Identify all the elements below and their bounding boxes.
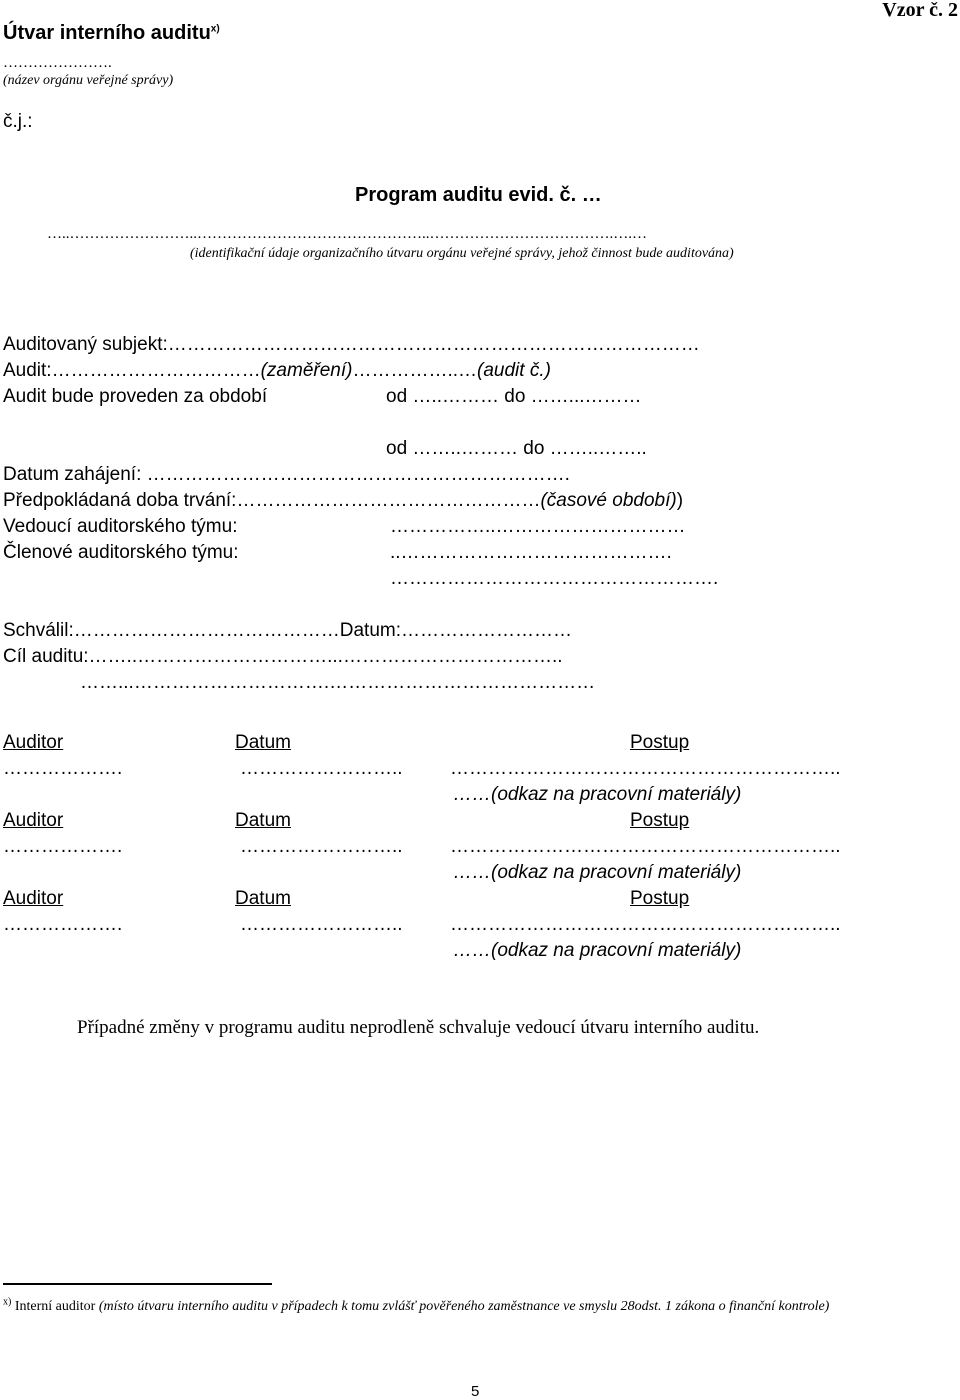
date-dots: …………………….. bbox=[240, 914, 403, 935]
org-dots: …………………. bbox=[3, 55, 112, 71]
duration-hint: (časové období) bbox=[540, 490, 677, 511]
date-header: Datum bbox=[235, 732, 291, 753]
reference-text: (odkaz na pracovní materiály) bbox=[491, 862, 742, 883]
reference-dots: …… bbox=[453, 862, 491, 883]
lead-auditor-label: Vedoucí auditorského týmu: bbox=[3, 516, 238, 537]
audit-line bbox=[3, 360, 551, 382]
team-members-value: ..……………………………………. bbox=[390, 542, 672, 563]
work-papers-reference bbox=[453, 784, 741, 806]
auditor-dots: ………………. bbox=[3, 758, 123, 779]
duration-label: Předpokládaná doba trvání:………………………………………… bbox=[3, 490, 541, 511]
procedure-header: Postup bbox=[630, 732, 690, 753]
reference-text: (odkaz na pracovní materiály) bbox=[491, 784, 742, 805]
footnote-lead: Interní auditor bbox=[14, 1299, 96, 1314]
audit-dots-2: ……………..… bbox=[352, 360, 478, 381]
footnote-divider bbox=[3, 1283, 272, 1285]
auditor-header: Auditor bbox=[3, 888, 64, 909]
program-dots: …..……………………..………………………………………..……………………………….….… bbox=[47, 226, 647, 242]
page-number: 5 bbox=[471, 1383, 480, 1400]
program-title: Program auditu evid. č. … bbox=[355, 184, 602, 206]
audited-subject: Auditovaný subjekt:………………………………………………………………………… bbox=[3, 334, 700, 355]
reference-dots: …… bbox=[453, 784, 491, 805]
footnote bbox=[3, 1297, 958, 1317]
unit-title bbox=[3, 22, 220, 45]
approved-line: Schválil:……………………………………Datum:……………………… bbox=[3, 620, 572, 641]
program-hint: (identifikační údaje organizačního útvaru orgánu veřejné správy, jehož činnost bude auditována) bbox=[190, 246, 734, 261]
start-date: Datum zahájení: …………………………………………………………. bbox=[3, 464, 570, 485]
team-members-label: Členové auditorského týmu: bbox=[3, 542, 239, 563]
work-papers-reference bbox=[453, 862, 741, 884]
procedure-header: Postup bbox=[630, 888, 690, 909]
procedure-dots: …………………………………………………….. bbox=[450, 758, 841, 779]
footnote-text: (místo útvaru interního auditu v případech k tomu zvlášť pověřeného zaměstnance ve smyslu 28odst. 1 zákona o finanční kontrole) bbox=[98, 1299, 830, 1314]
audit-number-hint: (audit č.) bbox=[477, 360, 551, 381]
changes-note: Případné změny v programu auditu neprodleně schvaluje vedoucí útvaru interního auditu. bbox=[77, 1017, 760, 1038]
period-value: od …..……… do ……...……… bbox=[386, 386, 642, 407]
procedure-dots: …………………………………………………….. bbox=[450, 914, 841, 935]
form-number: Vzor č. 2 bbox=[882, 0, 958, 21]
auditor-dots: ………………. bbox=[3, 914, 123, 935]
auditor-header: Auditor bbox=[3, 732, 64, 753]
team-members-value-2: ……………………………………………. bbox=[390, 568, 719, 589]
auditor-header: Auditor bbox=[3, 810, 64, 831]
procedure-dots: …………………………………………………….. bbox=[450, 836, 841, 857]
reference-number: č.j.: bbox=[3, 111, 33, 132]
lead-auditor-value: ……………..………………………… bbox=[390, 516, 686, 537]
unit-title-text: Útvar interního auditu bbox=[3, 22, 211, 44]
audit-focus-hint: (zaměření) bbox=[260, 360, 353, 381]
footnote-mark: x) bbox=[3, 1296, 12, 1308]
date-dots: …………………….. bbox=[240, 758, 403, 779]
footnote-ref: x) bbox=[210, 23, 220, 35]
reference-dots: …… bbox=[453, 940, 491, 961]
date-dots: …………………….. bbox=[240, 836, 403, 857]
audit-goal-continued: ……...………………………….…………………………………… bbox=[80, 672, 596, 693]
work-papers-reference bbox=[453, 940, 741, 962]
duration-line: Předpokládaná doba trvání:…………………………………………(časové období)) bbox=[3, 490, 684, 511]
audit-goal: Cíl auditu:……..…………………………...…………………………….. bbox=[3, 646, 563, 667]
period-label: Audit bude proveden za období bbox=[3, 386, 268, 407]
date-header: Datum bbox=[235, 888, 291, 909]
org-hint: (název orgánu veřejné správy) bbox=[3, 73, 174, 88]
period-value-2: od ……..……… do ……..…….. bbox=[386, 438, 647, 459]
reference-text: (odkaz na pracovní materiály) bbox=[491, 940, 742, 961]
date-header: Datum bbox=[235, 810, 291, 831]
auditor-dots: ………………. bbox=[3, 836, 123, 857]
audit-dots: Audit:…………………………… bbox=[3, 360, 261, 381]
procedure-header: Postup bbox=[630, 810, 690, 831]
